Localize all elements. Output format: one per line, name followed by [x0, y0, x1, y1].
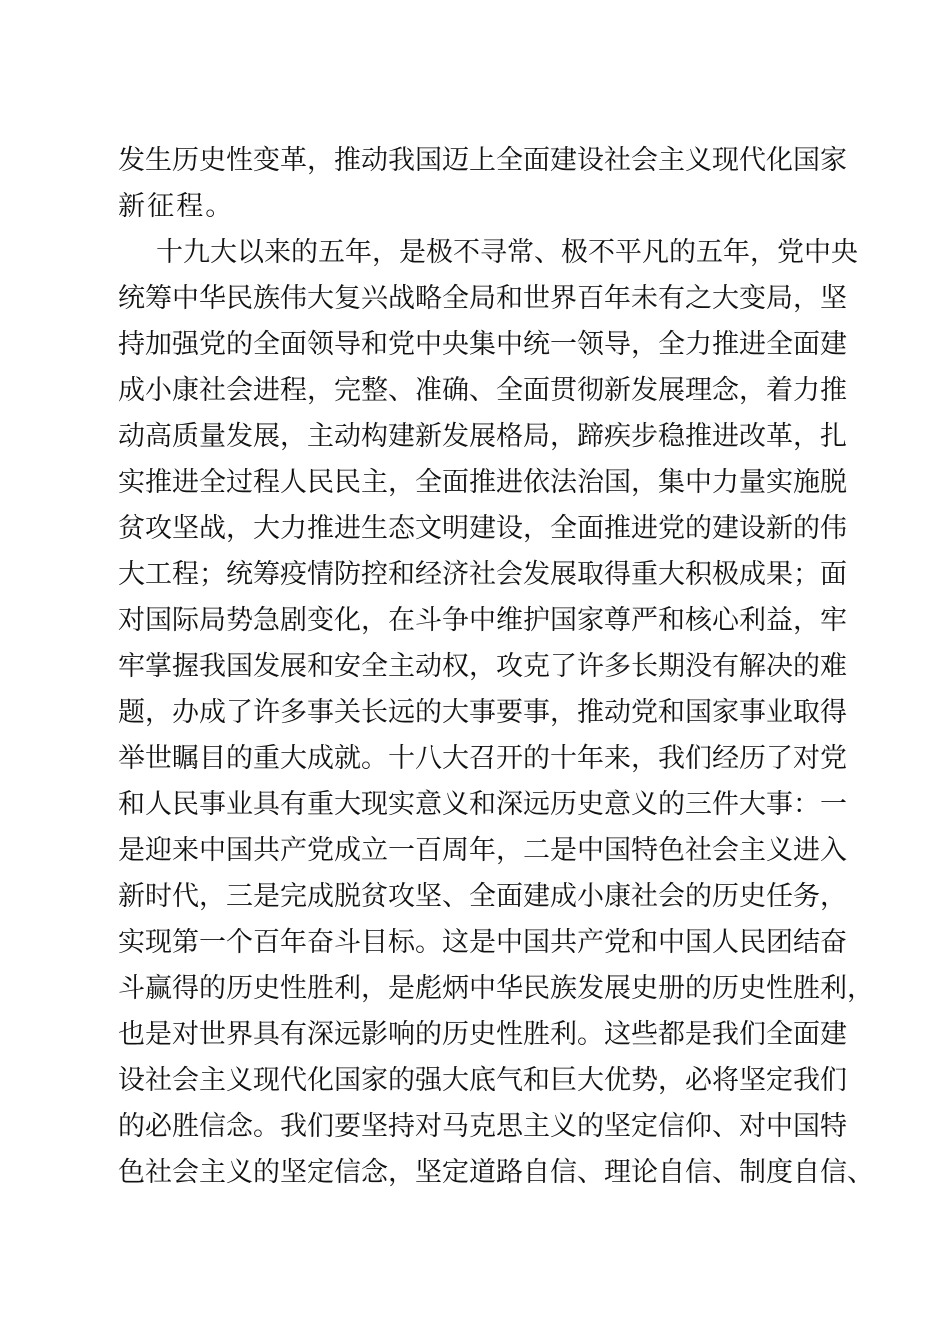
text-line: 持加强党的全面领导和党中央集中统一领导，全力推进全面建 — [118, 329, 847, 360]
text-line: 十九大以来的五年，是极不寻常、极不平凡的五年，党中央 — [156, 237, 858, 268]
text-line: 新征程。 — [118, 191, 235, 222]
text-line: 新时代，三是完成脱贫攻坚、全面建成小康社会的历史任务， — [118, 881, 847, 912]
text-line: 是迎来中国共产党成立一百周年，二是中国特色社会主义进入 — [118, 835, 847, 866]
text-line: 发生历史性变革，推动我国迈上全面建设社会主义现代化国家 — [118, 145, 847, 176]
text-line: 的必胜信念。我们要坚持对马克思主义的坚定信仰、对中国特 — [118, 1111, 847, 1142]
text-line: 题，办成了许多事关长远的大事要事，推动党和国家事业取得 — [118, 697, 847, 728]
text-line: 实现第一个百年奋斗目标。这是中国共产党和中国人民团结奋 — [118, 927, 847, 958]
text-line: 斗赢得的历史性胜利，是彪炳中华民族发展史册的历史性胜利， — [118, 973, 874, 1004]
text-line: 色社会主义的坚定信念，坚定道路自信、理论自信、制度自信、 — [118, 1157, 874, 1188]
text-line: 举世瞩目的重大成就。十八大召开的十年来，我们经历了对党 — [118, 743, 847, 774]
text-line: 动高质量发展，主动构建新发展格局，蹄疾步稳推进改革，扎 — [118, 421, 847, 452]
body-text — [118, 138, 874, 1196]
text-line: 设社会主义现代化国家的强大底气和巨大优势，必将坚定我们 — [118, 1065, 847, 1096]
text-line: 对国际局势急剧变化，在斗争中维护国家尊严和核心利益，牢 — [118, 605, 847, 636]
text-line: 实推进全过程人民民主，全面推进依法治国，集中力量实施脱 — [118, 467, 847, 498]
text-line: 也是对世界具有深远影响的历史性胜利。这些都是我们全面建 — [118, 1019, 847, 1050]
text-line: 牢掌握我国发展和安全主动权，攻克了许多长期没有解决的难 — [118, 651, 847, 682]
text-line: 大工程；统筹疫情防控和经济社会发展取得重大积极成果；面 — [118, 559, 847, 590]
text-line: 和人民事业具有重大现实意义和深远历史意义的三件大事：一 — [118, 789, 847, 820]
text-line: 成小康社会进程，完整、准确、全面贯彻新发展理念，着力推 — [118, 375, 847, 406]
text-line: 贫攻坚战，大力推进生态文明建设，全面推进党的建设新的伟 — [118, 513, 847, 544]
text-line: 统筹中华民族伟大复兴战略全局和世界百年未有之大变局，坚 — [118, 283, 847, 314]
